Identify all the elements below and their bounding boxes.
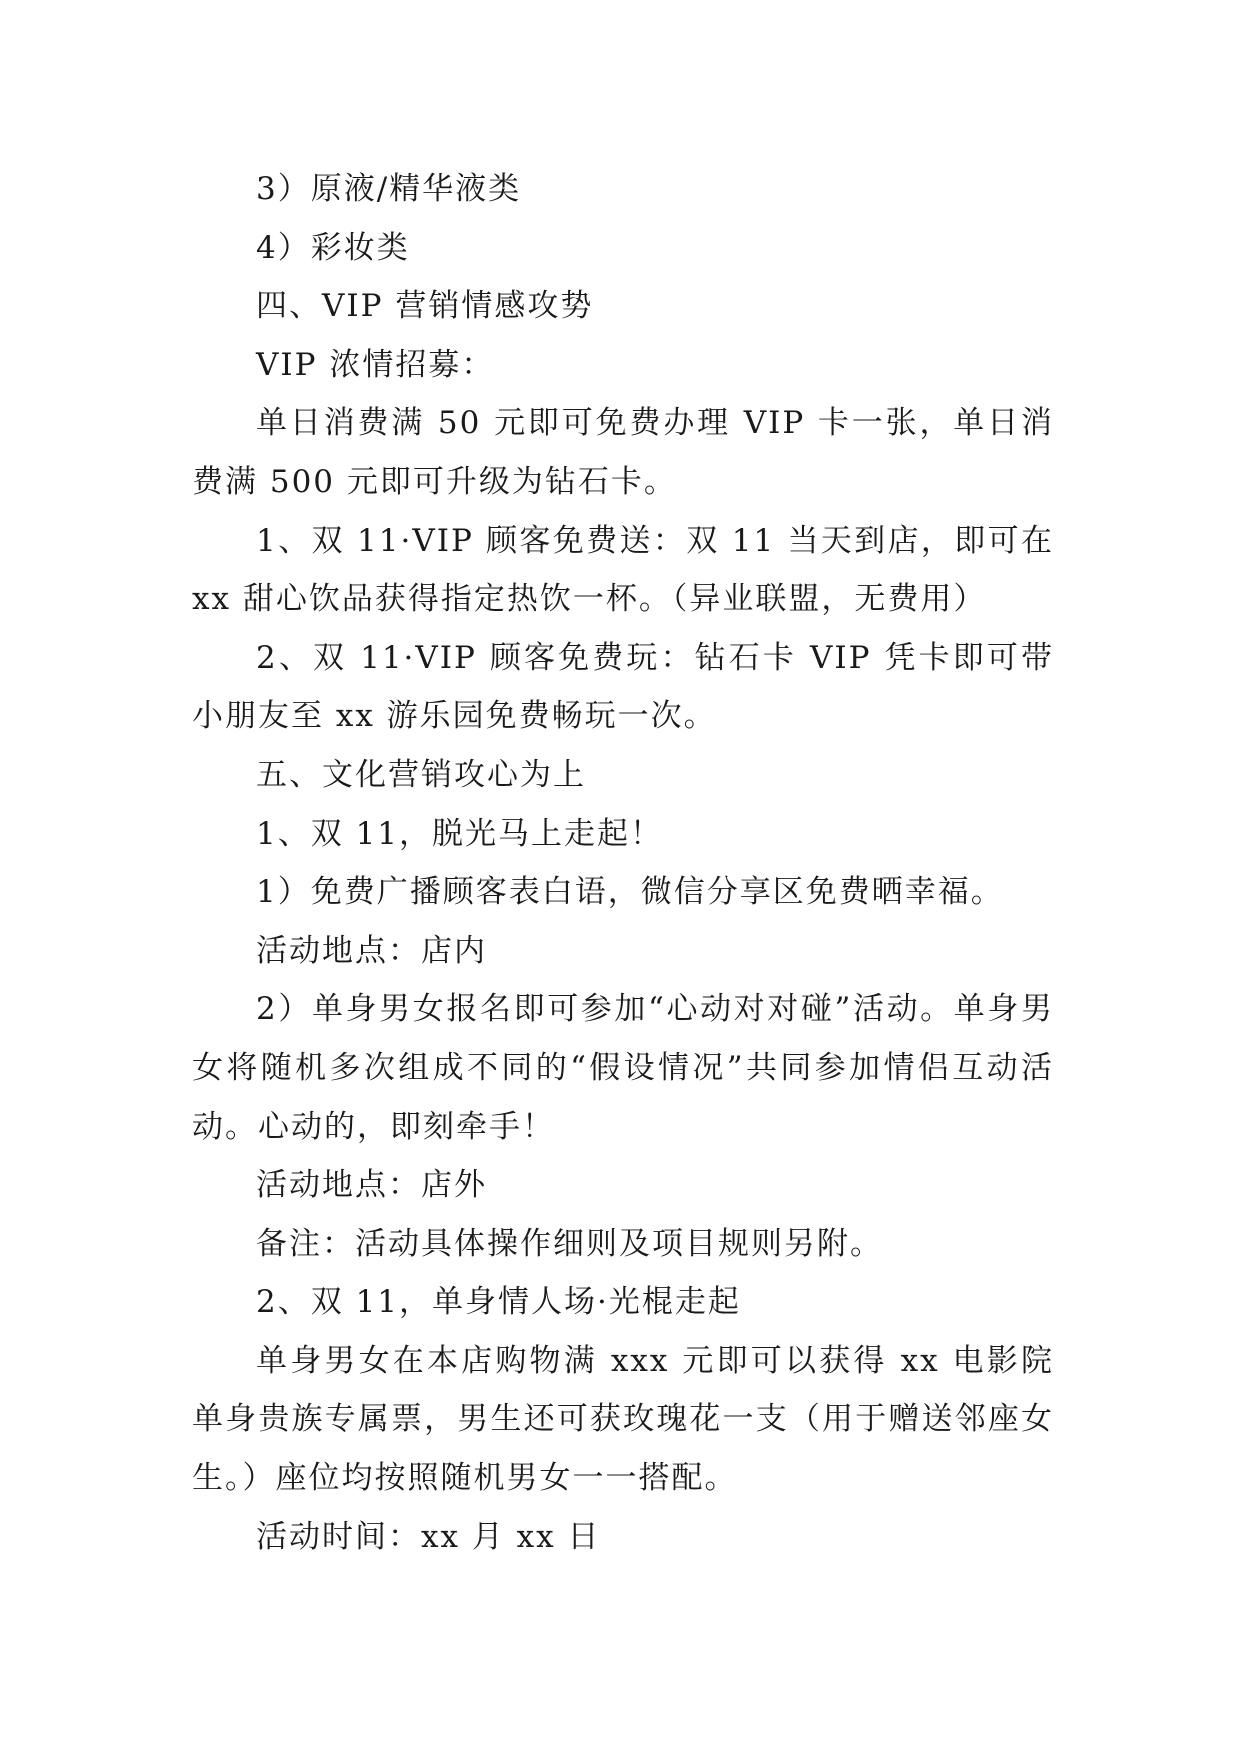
paragraph-remark: 备注：活动具体操作细则及项目规则另附。: [256, 1225, 883, 1262]
paragraph-event-time: 活动时间：xx 月 xx 日: [256, 1518, 601, 1555]
paragraph-vip-recruit-title: VIP 浓情招募：: [256, 346, 495, 383]
paragraph-event-1-item-2: 2）单身男女报名即可参加“心动对对碰”活动。单身男女将随机多次组成不同的“假设情况”共同参加情侣互动活动。心动的，即刻牵手！: [192, 991, 1054, 1145]
document-body: [192, 160, 1054, 1566]
paragraph-vip-free-play: 2、双 11·VIP 顾客免费玩：钻石卡 VIP 凭卡即可带小朋友至 xx 游乐园免费畅玩一次。: [192, 639, 1054, 735]
paragraph-vip-recruit-body: 单日消费满 50 元即可免费办理 VIP 卡一张，单日消费满 500 元即可升级为钻石卡。: [192, 405, 1054, 500]
paragraph-event-2-body: 单身男女在本店购物满 xxx 元即可以获得 xx 电影院单身贵族专属票，男生还可获玫瑰花一支（用于赠送邻座女生。）座位均按照随机男女一一搭配。: [192, 1342, 1054, 1497]
paragraph-location-outside: 活动地点：店外: [256, 1167, 487, 1204]
paragraph-event-1-title: 1、双 11，脱光马上走起！: [256, 815, 664, 852]
paragraph-event-2-title: 2、双 11，单身情人场·光棍走起: [256, 1284, 741, 1321]
section-heading-vip-marketing: 四、VIP 营销情感攻势: [256, 288, 594, 325]
paragraph-location-inside: 活动地点：店内: [256, 932, 487, 969]
paragraph-vip-free-gift: 1、双 11·VIP 顾客免费送：双 11 当天到店，即可在 xx 甜心饮品获得指定热饮一杯。（异业联盟，无费用）: [192, 522, 1054, 618]
paragraph-event-1-item-1: 1）免费广播顾客表白语，微信分享区免费晒幸福。: [256, 874, 1004, 911]
paragraph-subitem-makeup: 4）彩妆类: [256, 229, 410, 266]
section-heading-culture-marketing: 五、文化营销攻心为上: [256, 756, 586, 793]
paragraph-subitem-serum: 3）原液/精华液类: [256, 171, 522, 207]
